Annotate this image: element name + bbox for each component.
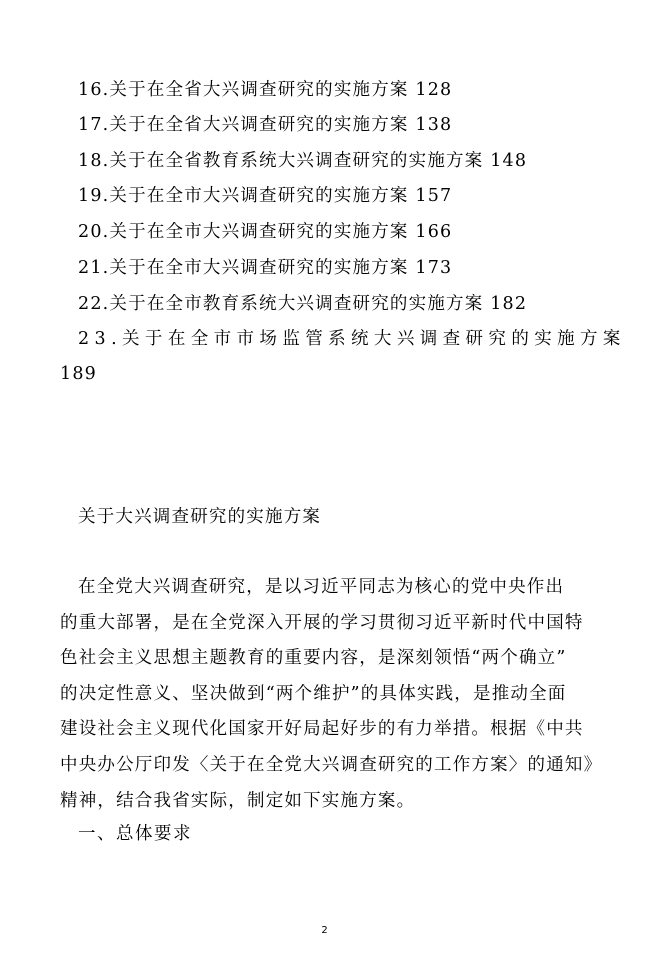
paragraph-line: 精神，结合我省实际，制定如下实施方案。: [60, 790, 416, 811]
toc-entry: 21.关于在全市大兴调查研究的实施方案 173: [78, 258, 453, 278]
toc-entry: 18.关于在全省教育系统大兴调查研究的实施方案 148: [78, 151, 528, 171]
paragraph-line: 建设社会主义现代化国家开好局起好步的有力举措。根据《中共: [60, 719, 584, 740]
toc-entry: 19.关于在全市大兴调查研究的实施方案 157: [78, 186, 453, 206]
paragraph-line: 的重大部署，是在全党深入开展的学习贯彻习近平新时代中国特: [60, 612, 584, 633]
section-heading: 一、总体要求: [78, 824, 192, 844]
body-paragraph: [60, 570, 603, 819]
toc-entry-page-number: 189: [60, 364, 98, 384]
paragraph-line: 的决定性意义、坚决做到“两个维护”的具体实践，是推动全面: [60, 683, 567, 704]
toc-entry: 22.关于在全市教育系统大兴调查研究的实施方案 182: [78, 294, 528, 314]
toc-entry: 20.关于在全市大兴调查研究的实施方案 166: [78, 222, 453, 242]
page-number: 2: [321, 925, 328, 936]
toc-entry: 17.关于在全省大兴调查研究的实施方案 138: [78, 115, 453, 135]
paragraph-line: 在全党大兴调查研究，是以习近平同志为核心的党中央作出: [78, 577, 565, 597]
toc-entry: 16.关于在全省大兴调查研究的实施方案 128: [78, 80, 453, 100]
toc-entry: 23.关于在全市市场监管系统大兴调查研究的实施方案: [78, 329, 626, 349]
paragraph-line: 中央办公厅印发〈关于在全党大兴调查研究的工作方案〉的通知》: [60, 754, 603, 775]
document-title: 关于大兴调查研究的实施方案: [78, 507, 322, 527]
paragraph-line: 色社会主义思想主题教育的重要内容，是深刻领悟“两个确立”: [60, 648, 567, 669]
